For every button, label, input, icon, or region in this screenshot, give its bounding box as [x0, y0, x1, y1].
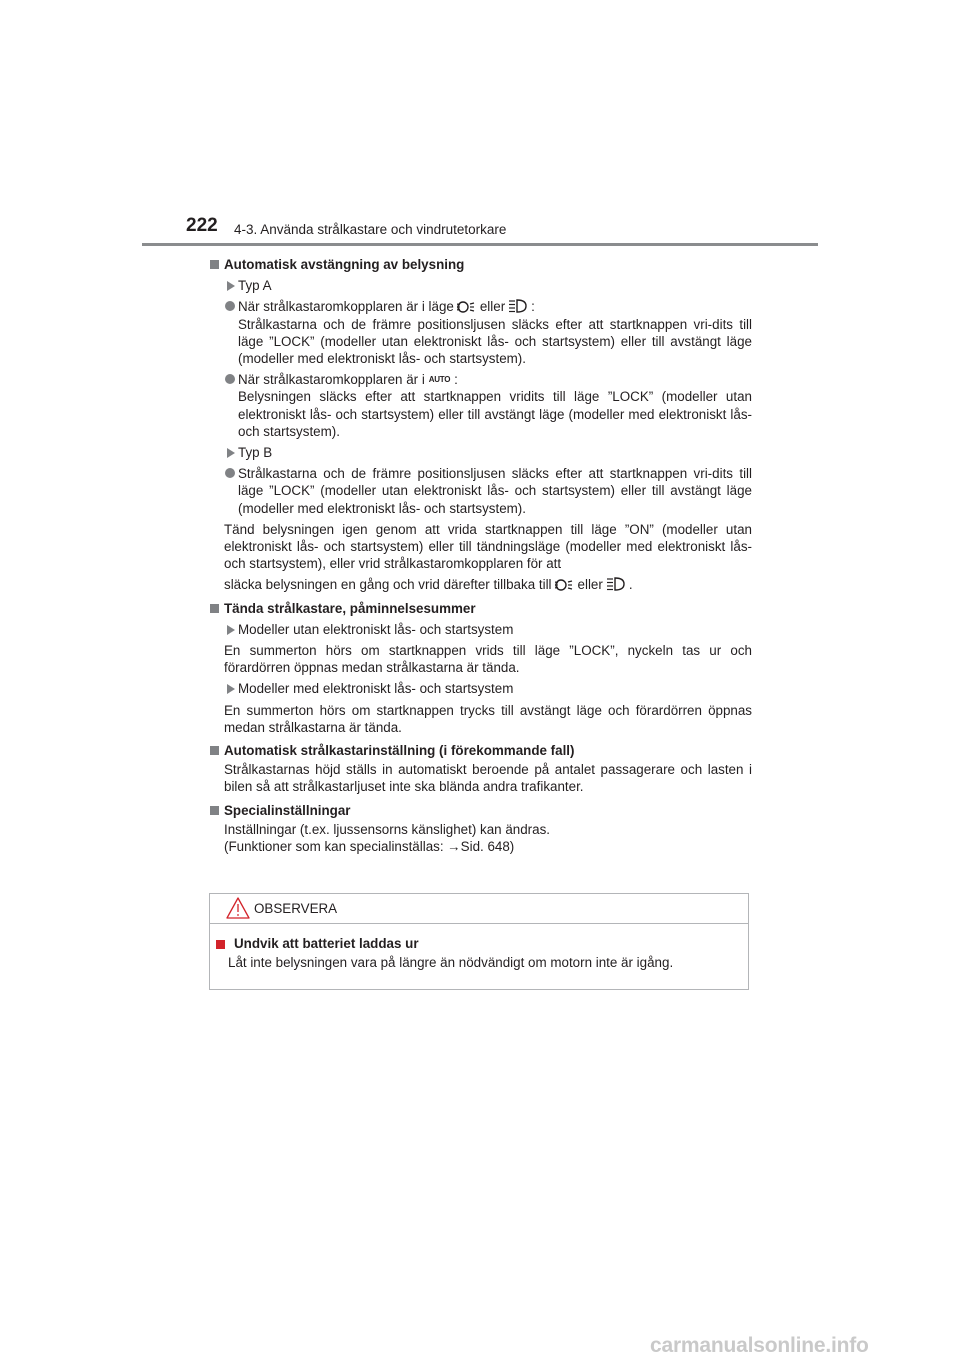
paragraph-leveling: Strålkastarnas höjd ställs in automatiskt beroende på antalet passagerare och lasten i bilen så att strålkastarljuset inte ska blända andra trafikanter. — [224, 762, 752, 795]
notice-box — [209, 893, 749, 990]
round-bullet-icon — [225, 374, 235, 384]
square-bullet-icon — [210, 746, 219, 755]
tail-light-icon — [457, 300, 477, 314]
notice-heading: Undvik att batteriet laddas ur — [216, 936, 748, 951]
section-title: Specialinställningar — [224, 802, 351, 818]
paragraph-reminder-1: En summerton hörs om startknappen vrids till läge ”LOCK”, nyckeln tas ur och förardörren öppnas medan strålkastarna är tända. — [224, 643, 752, 676]
triangle-marker-icon — [227, 448, 235, 458]
type-b-label: Typ B — [210, 444, 752, 461]
paragraph-custom-1: Inställningar (t.ex. ljussensorns känslighet) kan ändras. — [224, 821, 551, 837]
square-bullet-icon — [210, 806, 219, 815]
page-content — [210, 254, 752, 855]
headlight-icon — [606, 576, 626, 592]
section-heading-leveling — [210, 742, 752, 759]
round-bullet-icon — [225, 468, 235, 478]
models-without-smart-key: Modeller utan elektroniskt lås- och startsystem — [210, 621, 752, 638]
bullet-type-b: Strålkastarna och de främre positionsljusen släcks efter att startknappen vri-dits till läge ”LOCK” (modeller utan elektroniskt lås- och startsystem) eller till avstängt läge (modeller med elektroniskt lås- och startsystem). — [210, 465, 752, 517]
bullet-tail-low-beam: När strålkastaromkopplaren är i läge eller : Strålkastarna och de främre positionsljusen släcks efter att startknappen vri-dits till läge ”LOCK” (modeller utan elektroniskt lås- och startsystem) eller till avstängt läge (modeller med elektroniskt lås- och startsystem). — [210, 298, 752, 367]
warning-triangle-icon — [226, 897, 250, 919]
paragraph-relight: Tänd belysningen igen genom att vrida startknappen till läge ”ON” (modeller utan elektroniskt lås- och startsystem) eller till tändningsläge (modeller med elektroniskt lås- och startsystem), eller vrid strålkastaromkopplaren för att släcka belysningen en gång och vrid därefter tillbaka till eller . — [224, 521, 752, 593]
chapter-title: 4-3. Använda strålkastare och vindrutetorkare — [234, 222, 507, 237]
header-rule — [142, 243, 818, 246]
round-bullet-icon — [225, 301, 235, 311]
section-title: Tända strålkastare, påminnelsesummer — [224, 600, 476, 616]
type-a-label: Typ A — [210, 277, 752, 294]
bullet-auto-mode: När strålkastaromkopplaren är i AUTO : Belysningen släcks efter att startknappen vridits till läge ”LOCK” (modeller utan elektroniskt lås- och startsystem) eller till avstängt läge (modeller med elektroniskt lås- och startsystem). — [210, 371, 752, 440]
headlight-icon — [508, 298, 528, 314]
site-watermark: carmanualsonline.info — [650, 1334, 869, 1357]
red-square-bullet-icon — [216, 940, 225, 949]
section-heading-reminder — [210, 600, 752, 617]
notice-title: OBSERVERA — [254, 901, 338, 916]
section-heading-custom — [210, 802, 752, 819]
section-title: Automatisk avstängning av belysning — [224, 257, 465, 272]
page-number: 222 — [186, 215, 218, 236]
tail-light-icon — [555, 578, 575, 592]
paragraph-reminder-2: En summerton hörs om startknappen trycks till avstängt läge och förardörren öppnas medan strålkastarna är tända. — [224, 702, 752, 735]
section-title: Automatisk strålkastarinställning (i förekommande fall) — [224, 743, 575, 759]
triangle-marker-icon — [227, 625, 235, 635]
paragraph-custom-2: (Funktioner som kan specialinställas: →Sid. 648) — [224, 839, 515, 855]
square-bullet-icon — [210, 260, 219, 269]
square-bullet-icon — [210, 604, 219, 613]
auto-mode-icon: AUTO — [428, 375, 451, 385]
section-heading-auto-off — [210, 256, 752, 273]
triangle-marker-icon — [227, 281, 235, 291]
notice-header — [210, 894, 748, 924]
models-with-smart-key: Modeller med elektroniskt lås- och startsystem — [210, 680, 752, 697]
triangle-marker-icon — [227, 684, 235, 694]
notice-text: Låt inte belysningen vara på längre än nödvändigt om motorn inte är igång. — [228, 955, 674, 970]
